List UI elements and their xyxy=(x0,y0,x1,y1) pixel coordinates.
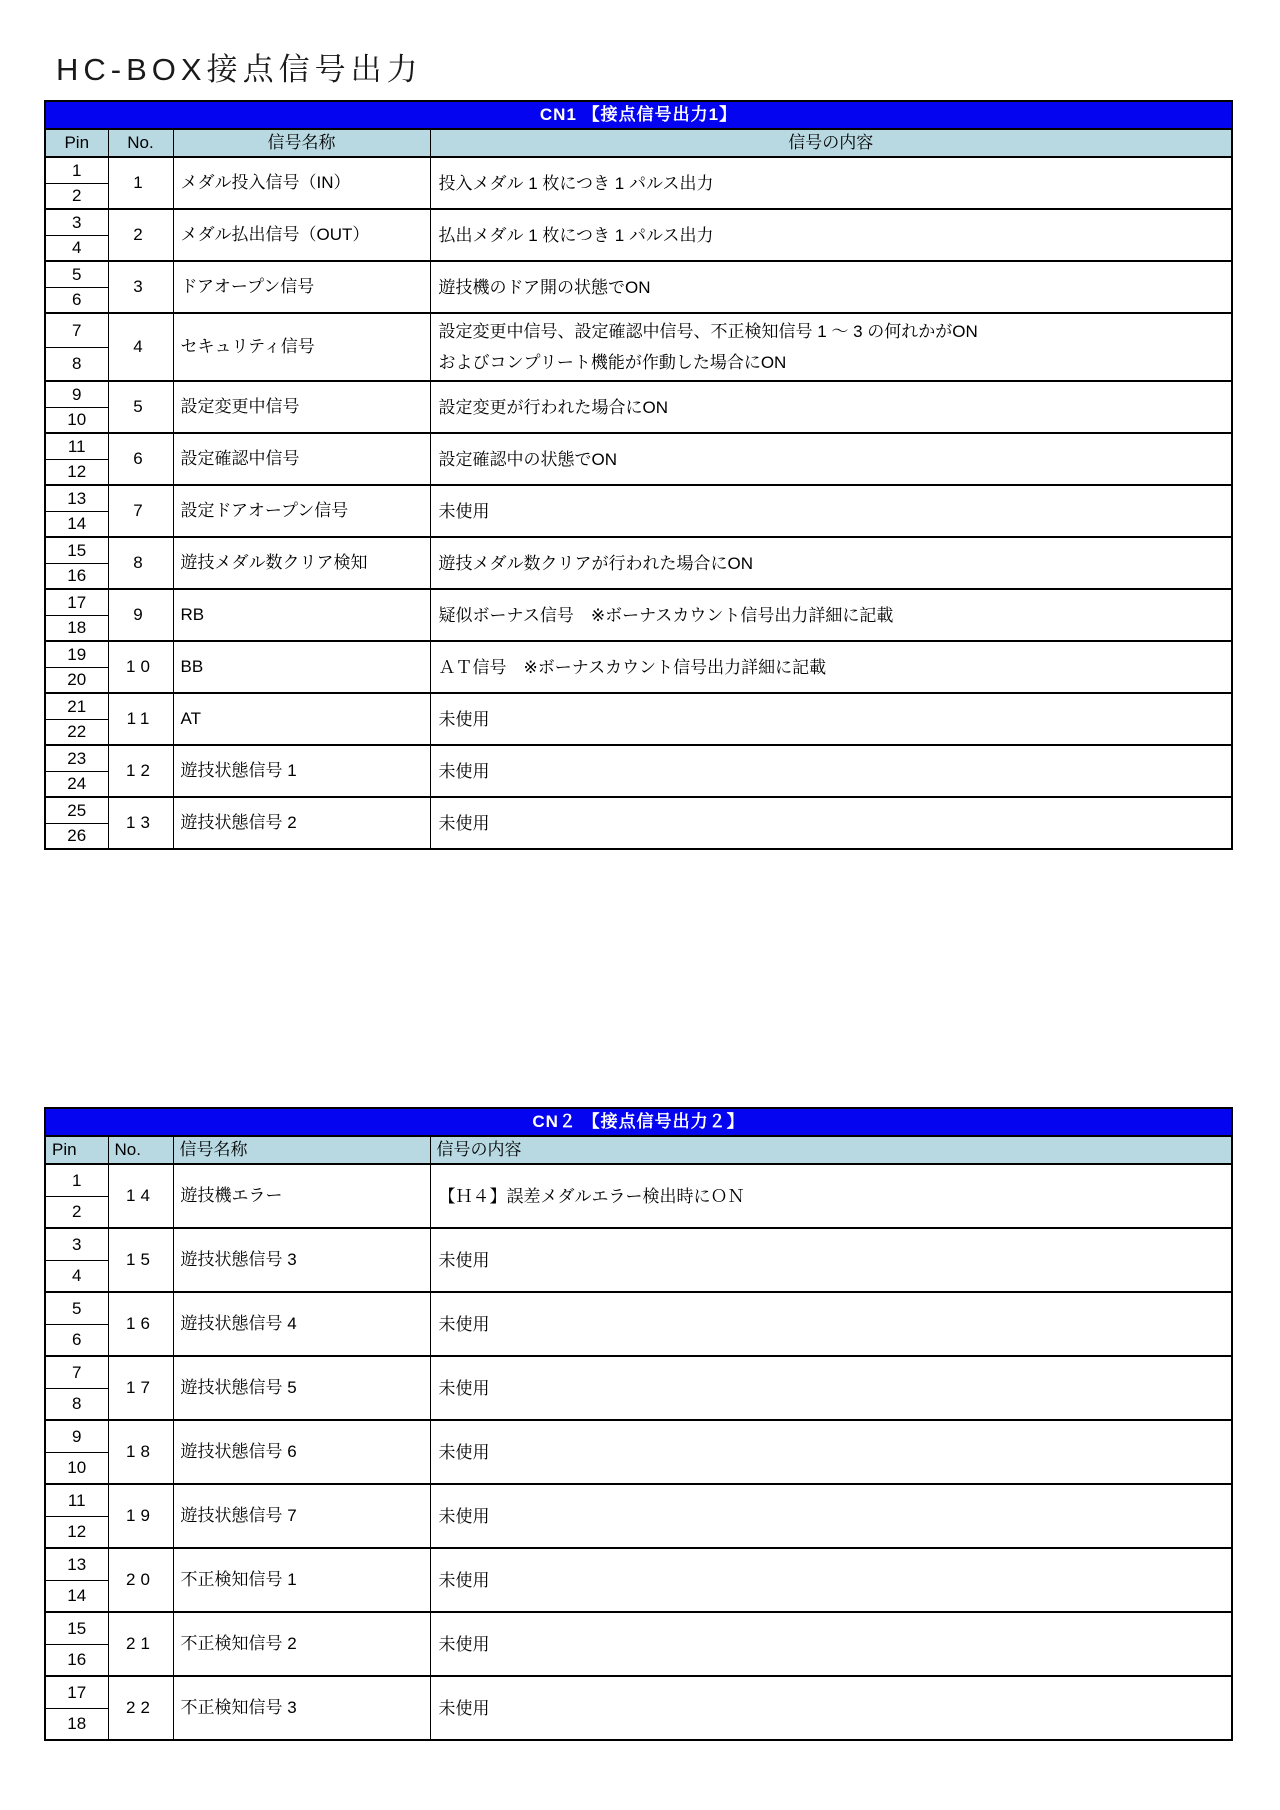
no-cell: 5 xyxy=(108,381,173,433)
signal-name-cell: セキュリティ信号 xyxy=(173,313,430,381)
pin-cell: 9 xyxy=(45,381,108,407)
no-cell: 4 xyxy=(108,313,173,381)
pin-cell: 12 xyxy=(45,459,108,485)
signal-row xyxy=(45,1356,1232,1388)
signal-desc-cell xyxy=(430,745,1232,797)
no-cell: 1 xyxy=(108,157,173,209)
pin-cell: 9 xyxy=(45,1420,108,1452)
column-header-desc: 信号の内容 xyxy=(430,1136,1232,1164)
signal-name-cell: 遊技状態信号 7 xyxy=(173,1484,430,1548)
pin-cell: 11 xyxy=(45,1484,108,1516)
signal-desc-line: ＡＴ信号 ※ボーナスカウント信号出力詳細に記載 xyxy=(438,657,827,677)
page-title: HC-BOX接点信号出力 xyxy=(56,52,423,87)
signal-name-cell: 遊技状態信号 5 xyxy=(173,1356,430,1420)
column-header-pin: Pin xyxy=(45,129,108,157)
signal-desc-cell xyxy=(430,537,1232,589)
signal-desc-line: 未使用 xyxy=(438,1442,490,1462)
pin-cell: 19 xyxy=(45,641,108,667)
pin-cell: 6 xyxy=(45,287,108,313)
signal-row xyxy=(45,157,1232,183)
signal-desc-cell xyxy=(430,693,1232,745)
column-header-no: No. xyxy=(108,1136,173,1164)
signal-desc-cell xyxy=(430,1484,1232,1548)
no-cell: 19 xyxy=(108,1484,173,1548)
signal-row xyxy=(45,745,1232,771)
signal-row xyxy=(45,537,1232,563)
column-header-no: No. xyxy=(108,129,173,157)
pin-cell: 5 xyxy=(45,261,108,287)
signal-name-cell: 遊技状態信号 1 xyxy=(173,745,430,797)
pin-cell: 16 xyxy=(45,563,108,589)
signal-row xyxy=(45,1484,1232,1516)
pin-cell: 20 xyxy=(45,667,108,693)
pin-cell: 14 xyxy=(45,511,108,537)
pin-cell: 13 xyxy=(45,485,108,511)
pin-cell: 1 xyxy=(45,157,108,183)
pin-cell: 22 xyxy=(45,719,108,745)
signal-name-cell: メダル投入信号（IN） xyxy=(173,157,430,209)
table-title: CN２ 【接点信号出力２】 xyxy=(45,1108,1232,1136)
signal-desc-line: 未使用 xyxy=(438,1570,490,1590)
pin-cell: 13 xyxy=(45,1548,108,1580)
signal-name-cell: AT xyxy=(173,693,430,745)
table-title-row xyxy=(45,101,1232,129)
signal-desc-cell xyxy=(430,1228,1232,1292)
pin-cell: 3 xyxy=(45,1228,108,1260)
signal-row xyxy=(45,313,1232,347)
signal-desc-line: 未使用 xyxy=(438,1506,490,1526)
signal-desc-line: 払出メダル 1 枚につき 1 パルス出力 xyxy=(438,225,714,245)
signal-name-cell: 設定確認中信号 xyxy=(173,433,430,485)
signal-desc-line: 未使用 xyxy=(438,761,490,781)
no-cell: 16 xyxy=(108,1292,173,1356)
signal-desc-line: 未使用 xyxy=(438,1698,490,1718)
pin-cell: 18 xyxy=(45,1708,108,1740)
pin-cell: 10 xyxy=(45,407,108,433)
pin-cell: 1 xyxy=(45,1164,108,1196)
pin-cell: 4 xyxy=(45,235,108,261)
column-header-pin: Pin xyxy=(45,1136,108,1164)
pin-cell: 25 xyxy=(45,797,108,823)
signal-desc-line: 未使用 xyxy=(438,1634,490,1654)
pin-cell: 3 xyxy=(45,209,108,235)
signal-desc-line: 遊技メダル数クリアが行われた場合にON xyxy=(438,553,753,573)
signal-name-cell: BB xyxy=(173,641,430,693)
signal-desc-cell xyxy=(430,1612,1232,1676)
signal-row xyxy=(45,641,1232,667)
signal-row xyxy=(45,1612,1232,1644)
signal-desc-cell xyxy=(430,1356,1232,1420)
pin-cell: 23 xyxy=(45,745,108,771)
pin-cell: 18 xyxy=(45,615,108,641)
signal-desc-line: 未使用 xyxy=(438,709,490,729)
pin-cell: 16 xyxy=(45,1644,108,1676)
column-header-desc: 信号の内容 xyxy=(430,129,1232,157)
signal-row xyxy=(45,433,1232,459)
signal-desc-line: 未使用 xyxy=(438,1378,490,1398)
no-cell: 9 xyxy=(108,589,173,641)
signal-desc-line: 未使用 xyxy=(438,1314,490,1334)
signal-name-cell: RB xyxy=(173,589,430,641)
signal-desc-cell xyxy=(430,313,1232,381)
no-cell: 21 xyxy=(108,1612,173,1676)
signal-desc-line: およびコンプリート機能が作動した場合にON xyxy=(438,353,787,372)
signal-desc-line: 未使用 xyxy=(438,813,490,833)
no-cell: 20 xyxy=(108,1548,173,1612)
signal-desc-cell xyxy=(430,1164,1232,1228)
pin-cell: 8 xyxy=(45,347,108,381)
pin-cell: 21 xyxy=(45,693,108,719)
table-title: CN1 【接点信号出力1】 xyxy=(45,101,1232,129)
no-cell: 8 xyxy=(108,537,173,589)
signal-name-cell: 遊技機エラー xyxy=(173,1164,430,1228)
signal-row xyxy=(45,1676,1232,1708)
signal-row xyxy=(45,381,1232,407)
no-cell: 18 xyxy=(108,1420,173,1484)
signal-desc-cell xyxy=(430,1548,1232,1612)
cn2-table xyxy=(44,1107,1233,1741)
column-header-name: 信号名称 xyxy=(173,129,430,157)
cn1-table xyxy=(44,100,1233,850)
column-header-row xyxy=(45,1136,1232,1164)
no-cell: 14 xyxy=(108,1164,173,1228)
signal-desc-cell xyxy=(430,1420,1232,1484)
signal-row xyxy=(45,1164,1232,1196)
signal-row xyxy=(45,1420,1232,1452)
signal-name-cell: 設定変更中信号 xyxy=(173,381,430,433)
pin-cell: 15 xyxy=(45,537,108,563)
signal-desc-line: 未使用 xyxy=(438,1250,490,1270)
signal-desc-cell xyxy=(430,485,1232,537)
signal-desc-line: 遊技機のドア開の状態でON xyxy=(438,277,651,297)
no-cell: 7 xyxy=(108,485,173,537)
signal-name-cell: 遊技状態信号 4 xyxy=(173,1292,430,1356)
signal-name-cell: メダル払出信号（OUT） xyxy=(173,209,430,261)
pin-cell: 4 xyxy=(45,1260,108,1292)
signal-row xyxy=(45,1292,1232,1324)
pin-cell: 12 xyxy=(45,1516,108,1548)
pin-cell: 6 xyxy=(45,1324,108,1356)
no-cell: 17 xyxy=(108,1356,173,1420)
pin-cell: 24 xyxy=(45,771,108,797)
signal-desc-line: 投入メダル 1 枚につき 1 パルス出力 xyxy=(438,173,714,193)
signal-desc-cell xyxy=(430,641,1232,693)
no-cell: 3 xyxy=(108,261,173,313)
signal-row xyxy=(45,261,1232,287)
signal-desc-line: 疑似ボーナス信号 ※ボーナスカウント信号出力詳細に記載 xyxy=(438,605,894,625)
signal-name-cell: 遊技メダル数クリア検知 xyxy=(173,537,430,589)
signal-name-cell: 遊技状態信号 2 xyxy=(173,797,430,849)
pin-cell: 11 xyxy=(45,433,108,459)
no-cell: 13 xyxy=(108,797,173,849)
signal-desc-cell xyxy=(430,1676,1232,1740)
no-cell: 22 xyxy=(108,1676,173,1740)
no-cell: 2 xyxy=(108,209,173,261)
pin-cell: 2 xyxy=(45,1196,108,1228)
signal-desc-line: 設定確認中の状態でON xyxy=(438,449,617,469)
pin-cell: 17 xyxy=(45,589,108,615)
no-cell: 12 xyxy=(108,745,173,797)
pin-cell: 7 xyxy=(45,313,108,347)
pin-cell: 15 xyxy=(45,1612,108,1644)
no-cell: 11 xyxy=(108,693,173,745)
no-cell: 10 xyxy=(108,641,173,693)
column-header-row xyxy=(45,129,1232,157)
pin-cell: 2 xyxy=(45,183,108,209)
no-cell: 6 xyxy=(108,433,173,485)
signal-name-cell: 遊技状態信号 3 xyxy=(173,1228,430,1292)
signal-row xyxy=(45,209,1232,235)
signal-row xyxy=(45,485,1232,511)
signal-name-cell: 不正検知信号 2 xyxy=(173,1612,430,1676)
signal-desc-line: 未使用 xyxy=(438,501,490,521)
pin-cell: 14 xyxy=(45,1580,108,1612)
signal-row xyxy=(45,693,1232,719)
signal-desc-cell xyxy=(430,157,1232,209)
signal-name-cell: ドアオープン信号 xyxy=(173,261,430,313)
signal-desc-cell xyxy=(430,209,1232,261)
pin-cell: 7 xyxy=(45,1356,108,1388)
signal-desc-cell xyxy=(430,381,1232,433)
signal-desc-cell xyxy=(430,589,1232,641)
signal-row xyxy=(45,1228,1232,1260)
pin-cell: 8 xyxy=(45,1388,108,1420)
signal-row xyxy=(45,1548,1232,1580)
signal-name-cell: 遊技状態信号 6 xyxy=(173,1420,430,1484)
signal-row xyxy=(45,797,1232,823)
pin-cell: 17 xyxy=(45,1676,108,1708)
table-title-row xyxy=(45,1108,1232,1136)
signal-desc-cell xyxy=(430,1292,1232,1356)
column-header-name: 信号名称 xyxy=(173,1136,430,1164)
signal-row xyxy=(45,589,1232,615)
signal-desc-line: 設定変更中信号、設定確認中信号、不正検知信号 1 ～ 3 の何れかがON xyxy=(438,322,978,341)
signal-name-cell: 不正検知信号 3 xyxy=(173,1676,430,1740)
signal-desc-cell xyxy=(430,797,1232,849)
pin-cell: 26 xyxy=(45,823,108,849)
no-cell: 15 xyxy=(108,1228,173,1292)
signal-desc-line: 【Ｈ４】誤差メダルエラー検出時にＯＮ xyxy=(438,1186,745,1206)
pin-cell: 10 xyxy=(45,1452,108,1484)
signal-desc-line: 設定変更が行われた場合にON xyxy=(438,397,668,417)
signal-desc-cell xyxy=(430,261,1232,313)
signal-name-cell: 不正検知信号 1 xyxy=(173,1548,430,1612)
signal-desc-cell xyxy=(430,433,1232,485)
signal-name-cell: 設定ドアオープン信号 xyxy=(173,485,430,537)
pin-cell: 5 xyxy=(45,1292,108,1324)
